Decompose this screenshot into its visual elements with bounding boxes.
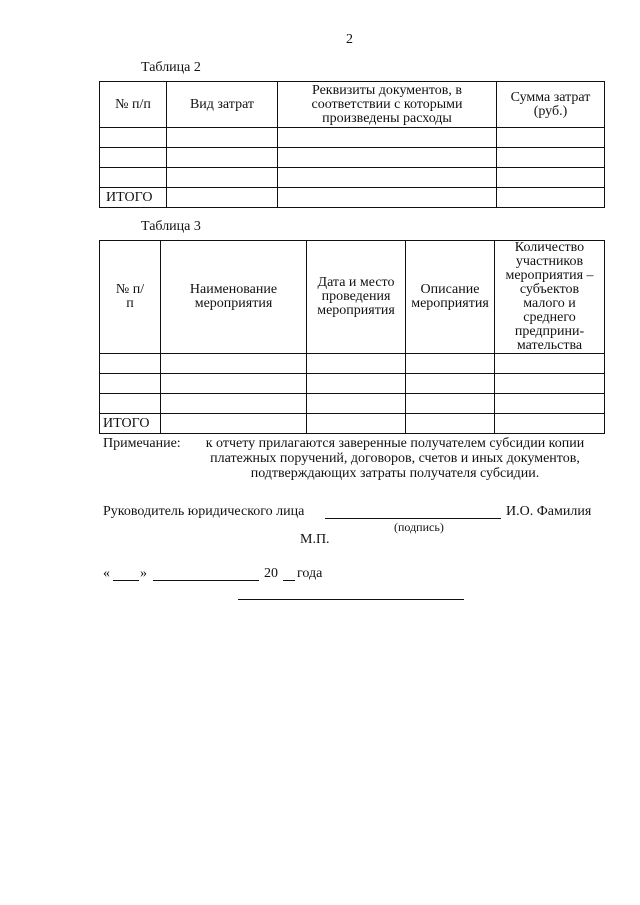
table-cell[interactable] [161, 414, 307, 434]
table-cell[interactable] [497, 148, 605, 168]
note-text: к отчету прилагаются заверенные получателем субсидии копии платежных поручений, договоров, счетов и иных документов, подтверждающих затраты получателя субсидии. [205, 436, 585, 481]
header-event-date-place: Дата и место проведения мероприятия [307, 241, 406, 354]
table-cell[interactable] [497, 168, 605, 188]
table-cell[interactable] [495, 354, 605, 374]
table-cell[interactable] [100, 148, 167, 168]
header-cost-type: Вид затрат [167, 82, 278, 128]
table-header-row [100, 241, 605, 354]
table-cell[interactable] [167, 168, 278, 188]
header-document-details: Реквизиты документов, в соответствии с которыми произведены расходы [278, 82, 497, 128]
total-row [100, 188, 605, 208]
stamp-label: М.П. [300, 532, 330, 547]
table-cell[interactable] [497, 128, 605, 148]
table-cell[interactable] [167, 128, 278, 148]
header-number: № п/п [100, 82, 167, 128]
table-cell[interactable] [100, 168, 167, 188]
date-year-prefix: 20 [264, 566, 278, 581]
table-cell[interactable] [307, 414, 406, 434]
date-suffix: года [297, 566, 323, 581]
table-cell[interactable] [161, 374, 307, 394]
page-number: 2 [346, 32, 353, 47]
table-cell[interactable] [307, 354, 406, 374]
table-row [100, 128, 605, 148]
date-open-quote: « [103, 566, 110, 581]
header-participants-count: Количество участников мероприятия – субъектов малого и среднего предприни-мательства [495, 241, 605, 354]
table-cell[interactable] [278, 148, 497, 168]
table-cell[interactable] [100, 354, 161, 374]
total-row [100, 414, 605, 434]
table-cell[interactable] [278, 128, 497, 148]
table-cell[interactable] [495, 394, 605, 414]
table-cell[interactable] [167, 188, 278, 208]
table-row [100, 168, 605, 188]
table-cell[interactable] [278, 188, 497, 208]
table3-caption: Таблица 3 [141, 219, 201, 234]
table-cell[interactable] [406, 354, 495, 374]
header-number: № п/п [100, 241, 161, 354]
signature-label: Руководитель юридического лица [103, 504, 305, 519]
table-cell[interactable] [495, 374, 605, 394]
closing-divider [238, 599, 464, 600]
table-header-row [100, 82, 605, 128]
table-3 [99, 240, 605, 434]
header-event-description: Описание мероприятия [406, 241, 495, 354]
table-cell[interactable] [406, 394, 495, 414]
table-cell[interactable] [307, 374, 406, 394]
date-year-field[interactable] [283, 580, 295, 581]
header-event-name: Наименование мероприятия [161, 241, 307, 354]
table-row [100, 354, 605, 374]
table-row [100, 394, 605, 414]
table-row [100, 148, 605, 168]
total-label: ИТОГО [100, 188, 167, 208]
table2-caption: Таблица 2 [141, 60, 201, 75]
table-cell[interactable] [406, 414, 495, 434]
date-month-field[interactable] [153, 580, 259, 581]
table-cell[interactable] [497, 188, 605, 208]
table-cell[interactable] [100, 394, 161, 414]
date-day-field[interactable] [113, 580, 139, 581]
date-close-quote: » [140, 566, 147, 581]
note-label: Примечание: [103, 436, 181, 451]
table-cell[interactable] [167, 148, 278, 168]
signature-name: И.О. Фамилия [506, 504, 592, 519]
table-cell[interactable] [161, 394, 307, 414]
table-cell[interactable] [100, 128, 167, 148]
table-cell[interactable] [278, 168, 497, 188]
table-row [100, 374, 605, 394]
table-cell[interactable] [100, 374, 161, 394]
header-cost-amount: Сумма затрат (руб.) [497, 82, 605, 128]
table-cell[interactable] [307, 394, 406, 414]
total-label: ИТОГО [100, 414, 161, 434]
table-2 [99, 81, 605, 208]
table-cell[interactable] [161, 354, 307, 374]
signature-line[interactable] [325, 518, 501, 519]
table-cell[interactable] [406, 374, 495, 394]
table-cell[interactable] [495, 414, 605, 434]
signature-hint: (подпись) [394, 520, 444, 534]
